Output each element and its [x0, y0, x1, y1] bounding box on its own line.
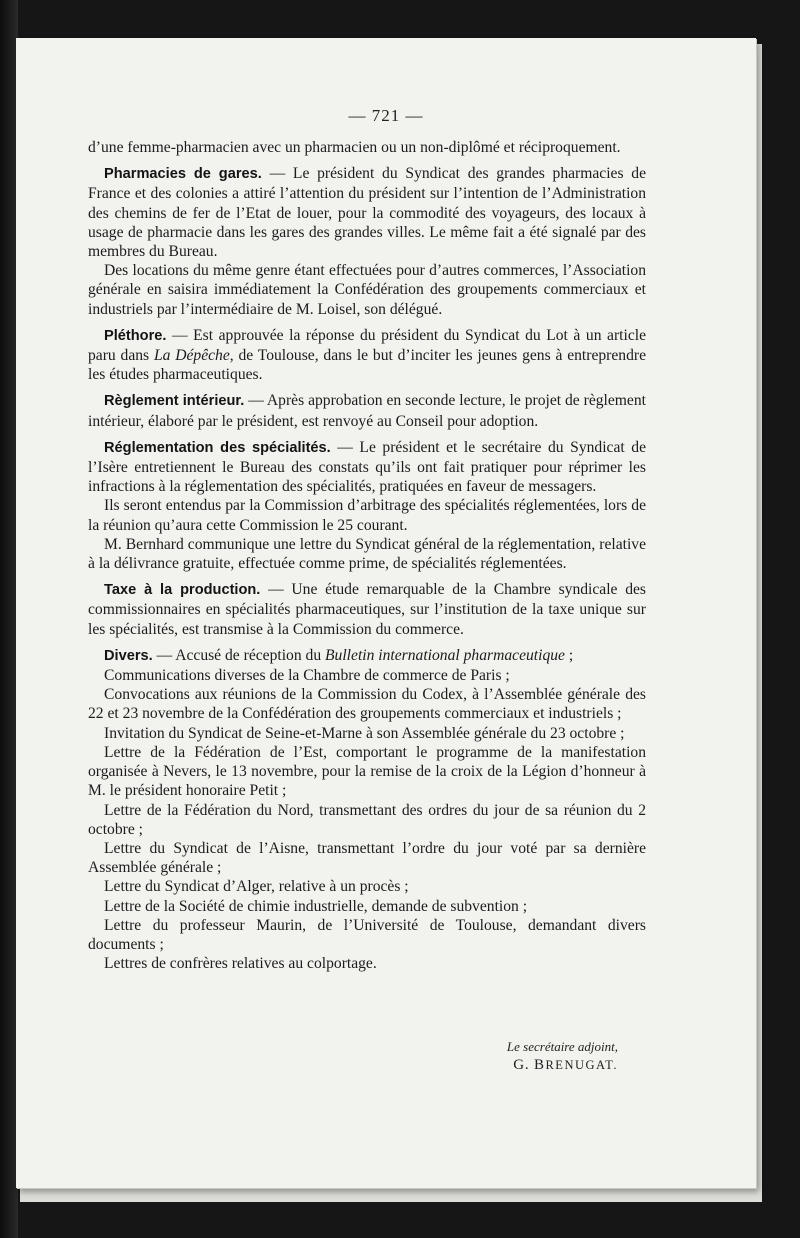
document-page — [16, 38, 756, 1188]
list-item-text: Lettre du Syndicat d’Alger, relative à un procès ; — [104, 878, 409, 896]
signatory-surname: BRENUGAT. — [533, 1057, 618, 1073]
list-item — [88, 916, 646, 954]
section-heading: Pharmacies de gares. — [104, 166, 262, 183]
section-heading: Règlement intérieur. — [104, 393, 245, 410]
section-heading: Réglementation des spécialités. — [104, 439, 331, 456]
paragraph-taxe-production — [88, 580, 646, 639]
paragraph-text: Des locations du même genre étant effectuées pour d’autres commerces, l’Association générale en saisira immédiatement la Confédération des groupements commerciaux et industriels par l’intermédiaire de M. Loisel, son délégué. — [88, 262, 646, 318]
body-text — [88, 138, 646, 973]
list-item — [88, 801, 646, 839]
list-item — [88, 724, 646, 743]
list-item — [88, 897, 646, 916]
signature-block — [418, 1038, 618, 1075]
list-item — [88, 877, 646, 896]
paragraph-reglementation-specialites — [88, 438, 646, 497]
paragraph-text: ; — [564, 646, 574, 664]
paragraph-text: — Le président du Syndicat des grandes pharmacies de France et des colonies a attiré l’attention du président sur l’intention de l’Administration des chemins de fer de l’Etat de louer, pour la commodité des voyageurs, des locaux à usage de pharmacie dans les gares des grandes villes. Le même fait a été signalé par des membres du Bureau. — [88, 165, 647, 261]
paragraph — [88, 261, 646, 319]
list-item-text: Lettre de la Fédération de l’Est, comportant le programme de la manifestation organisée à Nevers, le 13 novembre, pour la remise de la croix de la Légion d’honneur à M. le président honoraire Petit ; — [88, 743, 646, 800]
paragraph-text-pre: — Est approuvée la réponse du président du Syndicat du Lot à un article paru dans — [88, 326, 646, 365]
paragraph-text: , de Toulouse, dans le but d’inciter les jeunes gens à entreprendre les études pharmaceutiques. — [88, 347, 647, 384]
section-heading: Pléthore. — [104, 327, 167, 344]
paragraph-text: — Le président et le secrétaire du Syndicat de l’Isère entretiennent le Bureau des constats qu’ils ont fait pratiquer pour réprimer les infractions à la réglementation des spécialités, pratiquées en faveur de messagers. — [88, 438, 646, 496]
paragraph — [88, 138, 646, 157]
list-item-text: Lettre de la Société de chimie industrielle, demande de subvention ; — [104, 897, 528, 915]
paragraph-text-pre: — Accusé de réception du — [152, 646, 326, 664]
paragraph-text: Ils seront entendus par la Commission d’arbitrage des spécialités réglementées, lors de la réunion qu’aura cette Commission le 25 courant. — [88, 497, 646, 534]
paragraph-reglement-interieur — [88, 391, 646, 430]
paragraph-text: M. Bernhard communique une lettre du Syndicat général de la réglementation, relative à la délivrance gratuite, effectuée comme prime, de spécialités réglementées. — [88, 535, 646, 573]
signatory-name — [418, 1055, 618, 1075]
paragraph — [88, 496, 646, 534]
list-item-text: Lettres de confrères relatives au colportage. — [104, 955, 377, 973]
list-item — [88, 954, 646, 973]
list-item-text: Convocations aux réunions de la Commission du Codex, à l’Assemblée générale des 22 et 23 novembre de la Confédération des groupements commerciaux et industriels ; — [88, 686, 646, 723]
newspaper-title: La Dépêche — [153, 347, 230, 365]
paragraph — [88, 535, 646, 573]
paragraph-text: — Une étude remarquable de la Chambre syndicale des commissionnaires en spécialités pharmaceutiques, sur l’institution de la taxe unique sur les spécialités, est transmise à la Commission du commerce. — [88, 581, 646, 638]
paragraph-plethore — [88, 326, 646, 385]
paragraph-text: — Après approbation en seconde lecture, le projet de règlement intérieur, élaboré par le président, est renvoyé au Conseil pour adoption. — [88, 392, 646, 430]
bulletin-title: Bulletin international pharmaceutique — [325, 646, 565, 664]
list-item-text: Lettre du professeur Maurin, de l’Université de Toulouse, demandant divers documents ; — [88, 916, 646, 953]
list-item-text: Invitation du Syndicat de Seine-et-Marne à son Assemblée générale du 23 octobre ; — [104, 724, 625, 742]
page-number: — 721 — — [348, 106, 424, 125]
list-item-text: Communications diverses de la Chambre de commerce de Paris ; — [104, 667, 510, 685]
section-heading: Divers. — [104, 647, 153, 664]
paragraph-divers — [88, 646, 646, 666]
list-item-text: Lettre de la Fédération du Nord, transmettant des ordres du jour de sa réunion du 2 octobre ; — [88, 801, 646, 838]
list-item — [88, 666, 646, 685]
paragraph-text: d’une femme-pharmacien avec un pharmacien ou un non-diplômé et réciproquement. — [88, 139, 621, 156]
list-item — [88, 839, 646, 877]
list-item — [88, 685, 646, 723]
section-heading: Taxe à la production. — [104, 582, 261, 599]
list-item-text: Lettre du Syndicat de l’Aisne, transmettant l’ordre du jour voté par sa dernière Assemblée générale ; — [88, 839, 646, 877]
list-item — [88, 743, 646, 801]
signatory-title: Le secrétaire adjoint, — [506, 1039, 618, 1054]
paragraph-pharmacies-de-gares — [88, 164, 646, 261]
signatory-initial: G. — [513, 1057, 530, 1073]
